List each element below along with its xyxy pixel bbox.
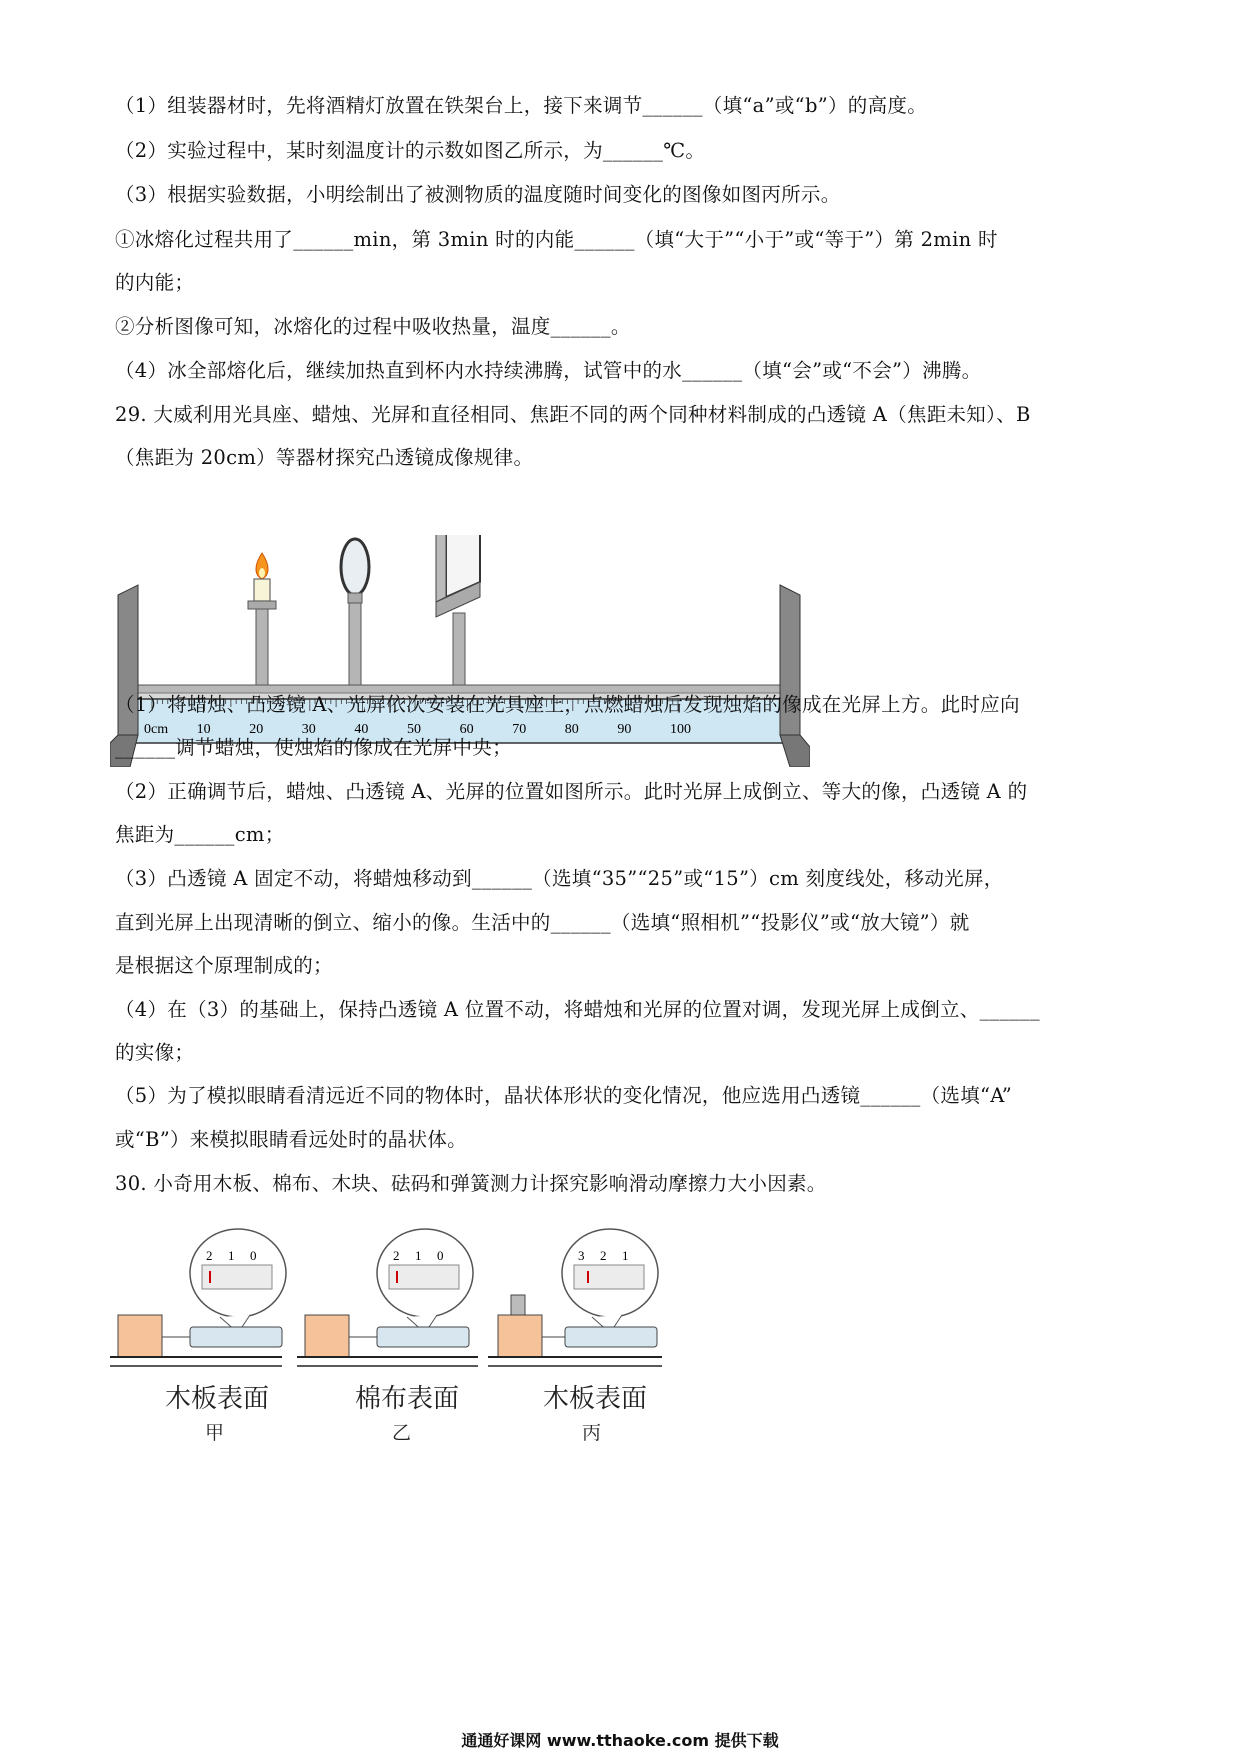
panel-jia	[110, 1229, 286, 1366]
spring-scale	[190, 1327, 282, 1347]
dial-label: 0	[250, 1248, 257, 1263]
dial-label: 2	[206, 1248, 213, 1263]
scale-tick-label: 100	[670, 722, 691, 737]
spring-scale	[377, 1327, 469, 1347]
spring-scale	[565, 1327, 657, 1347]
q28-part3-sub1-cont: 的内能；	[115, 271, 195, 294]
scale-tick-label: 30	[301, 722, 316, 737]
dial-label: 1	[622, 1248, 629, 1263]
q29-stem: 29. 大威利用光具座、蜡烛、光屏和直径相同、焦距不同的两个同种材料制成的凸透镜 A（焦距未知）、B	[115, 403, 1031, 426]
q28-part4: （4）冰全部熔化后，继续加热直到杯内水持续沸腾，试管中的水______（填“会”或“不会”）沸腾。	[115, 359, 982, 382]
dial-label: 3	[578, 1248, 585, 1263]
scale-tick-label: 60	[459, 722, 474, 737]
optical-bench-figure	[110, 535, 810, 767]
candle	[254, 579, 270, 601]
panel-label-jia: 甲	[205, 1422, 225, 1444]
q29-part2-cont: 焦距为______cm；	[115, 823, 285, 846]
q30-stem: 30. 小奇用木板、棉布、木块、砝码和弹簧测力计探究影响滑动摩擦力大小因素。	[115, 1172, 827, 1195]
q28-part2: （2）实验过程中，某时刻温度计的示数如图乙所示，为______℃。	[115, 139, 706, 162]
left-support	[118, 585, 138, 747]
scale-tick-label: 70	[512, 722, 527, 737]
q28-part3: （3）根据实验数据，小明绘制出了被测物质的温度随时间变化的图像如图丙所示。	[115, 183, 841, 206]
surface-label-yi: 棉布表面	[355, 1384, 460, 1414]
q28-part3-sub2: ②分析图像可知，冰熔化的过程中吸收热量，温度______。	[115, 315, 631, 338]
q29-part2: （2）正确调节后，蜡烛、凸透镜 A、光屏的位置如图所示。此时光屏上成倒立、等大的像，凸透镜 A 的	[115, 780, 1028, 803]
panel-label-bing: 丙	[582, 1422, 602, 1444]
dial-label: 2	[600, 1248, 607, 1263]
panel-label-yi: 乙	[392, 1422, 412, 1444]
dial-label: 0	[437, 1248, 444, 1263]
dial-label: 1	[415, 1248, 422, 1263]
q29-part1: （1）将蜡烛、凸透镜 A、光屏依次安装在光具座上，点燃蜡烛后发现烛焰的像成在光屏上方。此时应向	[115, 693, 1020, 716]
dial-label: 2	[393, 1248, 400, 1263]
wood-block	[305, 1315, 349, 1357]
q29-stem-cont: （焦距为 20cm）等器材探究凸透镜成像规律。	[115, 446, 534, 469]
q29-part1-cont: ______调节蜡烛，使烛焰的像成在光屏中央；	[115, 736, 512, 759]
lens-a	[341, 539, 369, 595]
scale-tick-label: 0cm	[144, 722, 169, 737]
q28-part3-sub1: ①冰熔化过程共用了______min，第 3min 时的内能______（填“大于”“小于”或“等于”）第 2min 时	[115, 228, 998, 251]
scale-tick-label: 80	[564, 722, 579, 737]
panel-bing	[488, 1229, 662, 1366]
q29-part5: （5）为了模拟眼睛看清远近不同的物体时，晶状体形状的变化情况，他应选用凸透镜______（选填“A”	[115, 1084, 1013, 1107]
surface-label-bing: 木板表面	[543, 1384, 648, 1414]
weight	[511, 1295, 525, 1315]
right-support	[780, 585, 800, 747]
q29-part5-cont: 或“B”）来模拟眼睛看远处时的晶状体。	[115, 1128, 467, 1151]
wood-block	[498, 1315, 542, 1357]
q29-part3-cont2: 是根据这个原理制成的；	[115, 954, 333, 977]
q29-part4: （4）在（3）的基础上，保持凸透镜 A 位置不动，将蜡烛和光屏的位置对调，发现光屏上成倒立、______	[115, 998, 1040, 1021]
scale-tick-label: 50	[407, 722, 421, 737]
q29-part3-cont1: 直到光屏上出现清晰的倒立、缩小的像。生活中的______（选填“照相机”“投影仪”或“放大镜”）就	[115, 911, 970, 934]
q29-part4-cont: 的实像；	[115, 1041, 195, 1064]
scale-tick-label: 90	[617, 722, 632, 737]
surface-label-jia: 木板表面	[165, 1384, 270, 1414]
page-footer: 通通好课网 www.tthaoke.com 提供下载	[461, 1731, 779, 1750]
scale-tick-label: 10	[196, 722, 211, 737]
dial-label: 1	[228, 1248, 235, 1263]
scale-tick-label: 40	[354, 722, 369, 737]
q28-part1: （1）组装器材时，先将酒精灯放置在铁架台上，接下来调节______（填“a”或“b”）的高度。	[115, 94, 927, 117]
panel-yi	[297, 1229, 478, 1366]
scale-tick-label: 20	[249, 722, 264, 737]
wood-block	[118, 1315, 162, 1357]
q29-part3: （3）凸透镜 A 固定不动，将蜡烛移动到______（选填“35”“25”或“15”）cm 刻度线处，移动光屏，	[115, 867, 1004, 890]
